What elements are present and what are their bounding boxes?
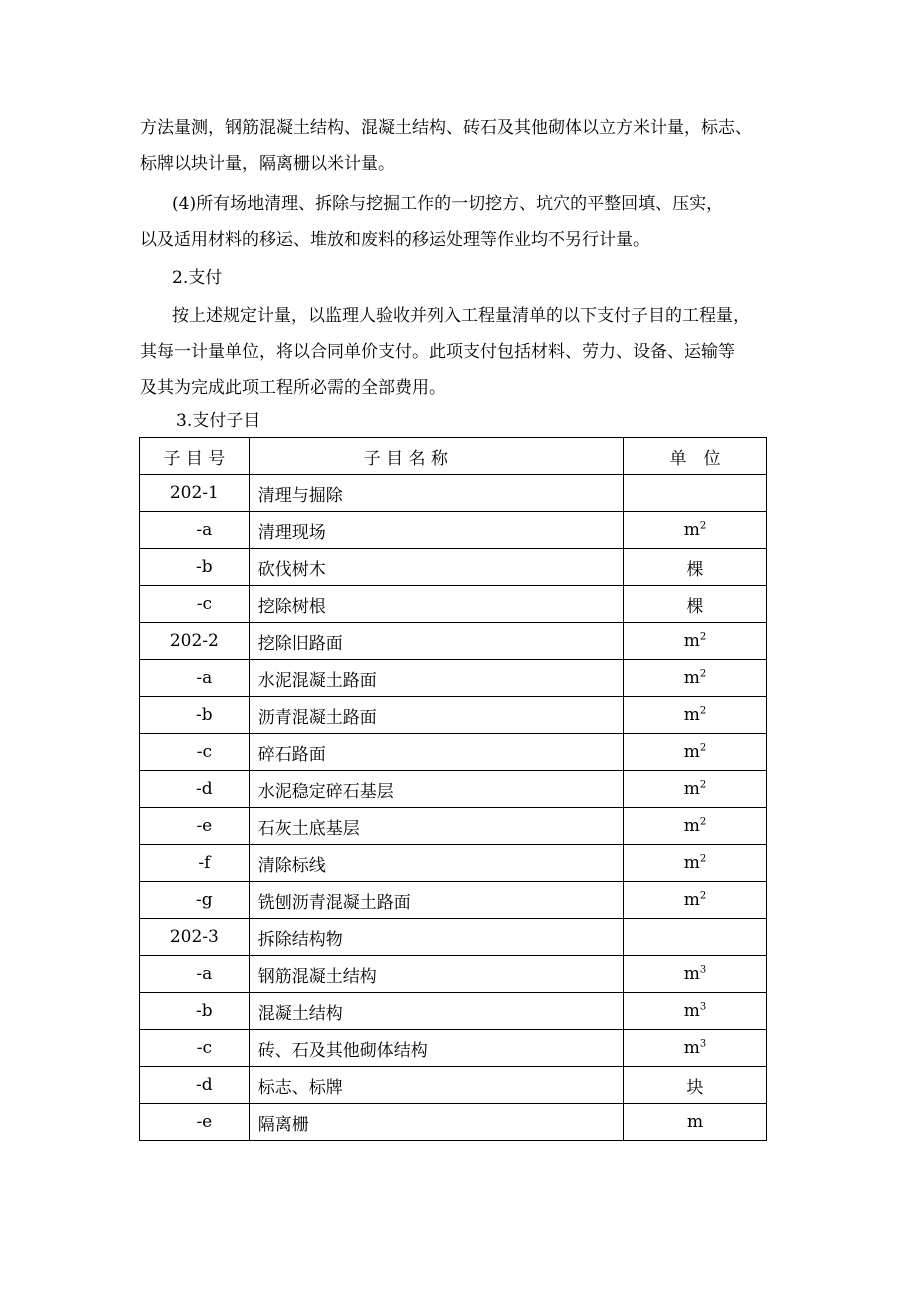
unit-exponent: 2 <box>699 890 707 902</box>
unit-cell <box>624 1067 767 1104</box>
unit-exponent: 2 <box>699 668 707 680</box>
unit-cell <box>624 993 767 1030</box>
header-item-code: 子 目 号 <box>140 438 250 475</box>
paragraph-line: 及其为完成此项工程所必需的全部费用。 <box>140 378 446 398</box>
unit-cell <box>624 1104 767 1141</box>
item-code-cell: -a <box>140 512 250 549</box>
unit-exponent: 2 <box>699 816 707 828</box>
item-name-cell: 沥青混凝土路面 <box>249 697 623 734</box>
unit-cell <box>624 1030 767 1067</box>
unit-text: m <box>683 816 700 836</box>
paragraph-line: 按上述规定计量，以监理人验收并列入工程量清单的以下支付子目的工程量， <box>172 306 750 326</box>
unit-cell <box>624 882 767 919</box>
section-heading-items: 3.支付子目 <box>176 411 261 431</box>
item-name-cell: 砍伐树木 <box>249 549 623 586</box>
item-name-cell: 挖除树根 <box>249 586 623 623</box>
table-row <box>140 623 767 660</box>
table-row <box>140 697 767 734</box>
item-code-cell: -b <box>140 697 250 734</box>
item-name-cell: 铣刨沥青混凝土路面 <box>249 882 623 919</box>
unit-cell <box>624 845 767 882</box>
unit-cell <box>624 808 767 845</box>
unit-cell <box>624 734 767 771</box>
item-code-cell: -d <box>140 1067 250 1104</box>
item-name-cell: 隔离栅 <box>249 1104 623 1141</box>
paragraph-line: 方法量测，钢筋混凝土结构、混凝土结构、砖石及其他砌体以立方米计量，标志、 <box>140 118 752 138</box>
table-row <box>140 956 767 993</box>
paragraph-line: 其每一计量单位，将以合同单价支付。此项支付包括材料、劳力、设备、运输等 <box>140 342 735 362</box>
unit-cell <box>624 956 767 993</box>
table-row <box>140 845 767 882</box>
item-name-cell: 清理现场 <box>249 512 623 549</box>
unit-text: m <box>683 742 700 762</box>
table-row <box>140 919 767 956</box>
item-code-cell: -c <box>140 586 250 623</box>
unit-exponent: 2 <box>699 520 707 532</box>
table-row <box>140 512 767 549</box>
table-row <box>140 1067 767 1104</box>
item-name-cell: 挖除旧路面 <box>249 623 623 660</box>
unit-cell <box>624 919 767 956</box>
unit-text: m <box>686 1112 704 1132</box>
paragraph-line: 标牌以块计量，隔离栅以米计量。 <box>140 154 395 174</box>
item-code-cell: -c <box>140 734 250 771</box>
header-unit: 单 位 <box>624 438 767 475</box>
unit-exponent: 2 <box>699 631 707 643</box>
unit-exponent: 3 <box>699 964 707 976</box>
unit-cell <box>624 549 767 586</box>
unit-text: m <box>683 668 700 688</box>
item-name-cell: 钢筋混凝土结构 <box>249 956 623 993</box>
table-row <box>140 549 767 586</box>
item-name-cell: 砖、石及其他砌体结构 <box>249 1030 623 1067</box>
unit-text: 棵 <box>686 559 704 580</box>
unit-text: m <box>683 1038 700 1058</box>
table-row <box>140 734 767 771</box>
item-code-cell: -e <box>140 1104 250 1141</box>
unit-cell <box>624 660 767 697</box>
unit-cell <box>624 586 767 623</box>
unit-cell <box>624 475 767 512</box>
table-row <box>140 1104 767 1141</box>
table-row <box>140 808 767 845</box>
unit-exponent: 3 <box>699 1001 707 1013</box>
table-row <box>140 586 767 623</box>
table-row <box>140 1030 767 1067</box>
unit-exponent: 2 <box>699 705 707 717</box>
item-name-cell: 清理与掘除 <box>249 475 623 512</box>
unit-text: 块 <box>686 1077 704 1098</box>
unit-cell <box>624 623 767 660</box>
table-row <box>140 993 767 1030</box>
unit-text: 棵 <box>686 596 704 617</box>
unit-exponent: 3 <box>699 1038 707 1050</box>
item-code-cell: 202-1 <box>140 475 250 512</box>
table-body <box>140 475 767 1141</box>
item-name-cell: 水泥混凝土路面 <box>249 660 623 697</box>
item-name-cell: 标志、标牌 <box>249 1067 623 1104</box>
unit-text: m <box>683 705 700 725</box>
unit-exponent: 2 <box>699 742 707 754</box>
table-row <box>140 660 767 697</box>
unit-exponent: 2 <box>699 853 707 865</box>
unit-text: m <box>683 779 700 799</box>
unit-text: m <box>683 853 700 873</box>
unit-text: m <box>683 1001 700 1021</box>
item-code-cell: -a <box>140 660 250 697</box>
item-code-cell: -c <box>140 1030 250 1067</box>
item-code-cell: -b <box>140 993 250 1030</box>
item-name-cell: 石灰土底基层 <box>249 808 623 845</box>
item-code-cell: -g <box>140 882 250 919</box>
paragraph-line: (4)所有场地清理、拆除与挖掘工作的一切挖方、坑穴的平整回填、压实， <box>172 194 724 214</box>
item-name-cell: 清除标线 <box>249 845 623 882</box>
unit-cell <box>624 771 767 808</box>
section-heading-payment: 2.支付 <box>172 268 223 288</box>
item-name-cell: 拆除结构物 <box>249 919 623 956</box>
payment-items-table <box>139 437 767 1141</box>
paragraph-line: 以及适用材料的移运、堆放和废料的移运处理等作业均不另行计量。 <box>140 230 650 250</box>
header-item-name: 子 目 名 称 <box>249 438 623 475</box>
unit-cell <box>624 697 767 734</box>
table-row <box>140 882 767 919</box>
item-name-cell: 混凝土结构 <box>249 993 623 1030</box>
table-row <box>140 771 767 808</box>
table-header-row <box>140 438 767 475</box>
unit-text: m <box>683 964 700 984</box>
unit-text: m <box>683 890 700 910</box>
item-code-cell: -b <box>140 549 250 586</box>
table-row <box>140 475 767 512</box>
unit-cell <box>624 512 767 549</box>
unit-text: m <box>683 631 700 651</box>
item-code-cell: 202-2 <box>140 623 250 660</box>
item-code-cell: 202-3 <box>140 919 250 956</box>
item-code-cell: -e <box>140 808 250 845</box>
item-code-cell: -d <box>140 771 250 808</box>
unit-exponent: 2 <box>699 779 707 791</box>
item-name-cell: 水泥稳定碎石基层 <box>249 771 623 808</box>
unit-text: m <box>683 520 700 540</box>
item-code-cell: -f <box>140 845 250 882</box>
item-code-cell: -a <box>140 956 250 993</box>
item-name-cell: 碎石路面 <box>249 734 623 771</box>
